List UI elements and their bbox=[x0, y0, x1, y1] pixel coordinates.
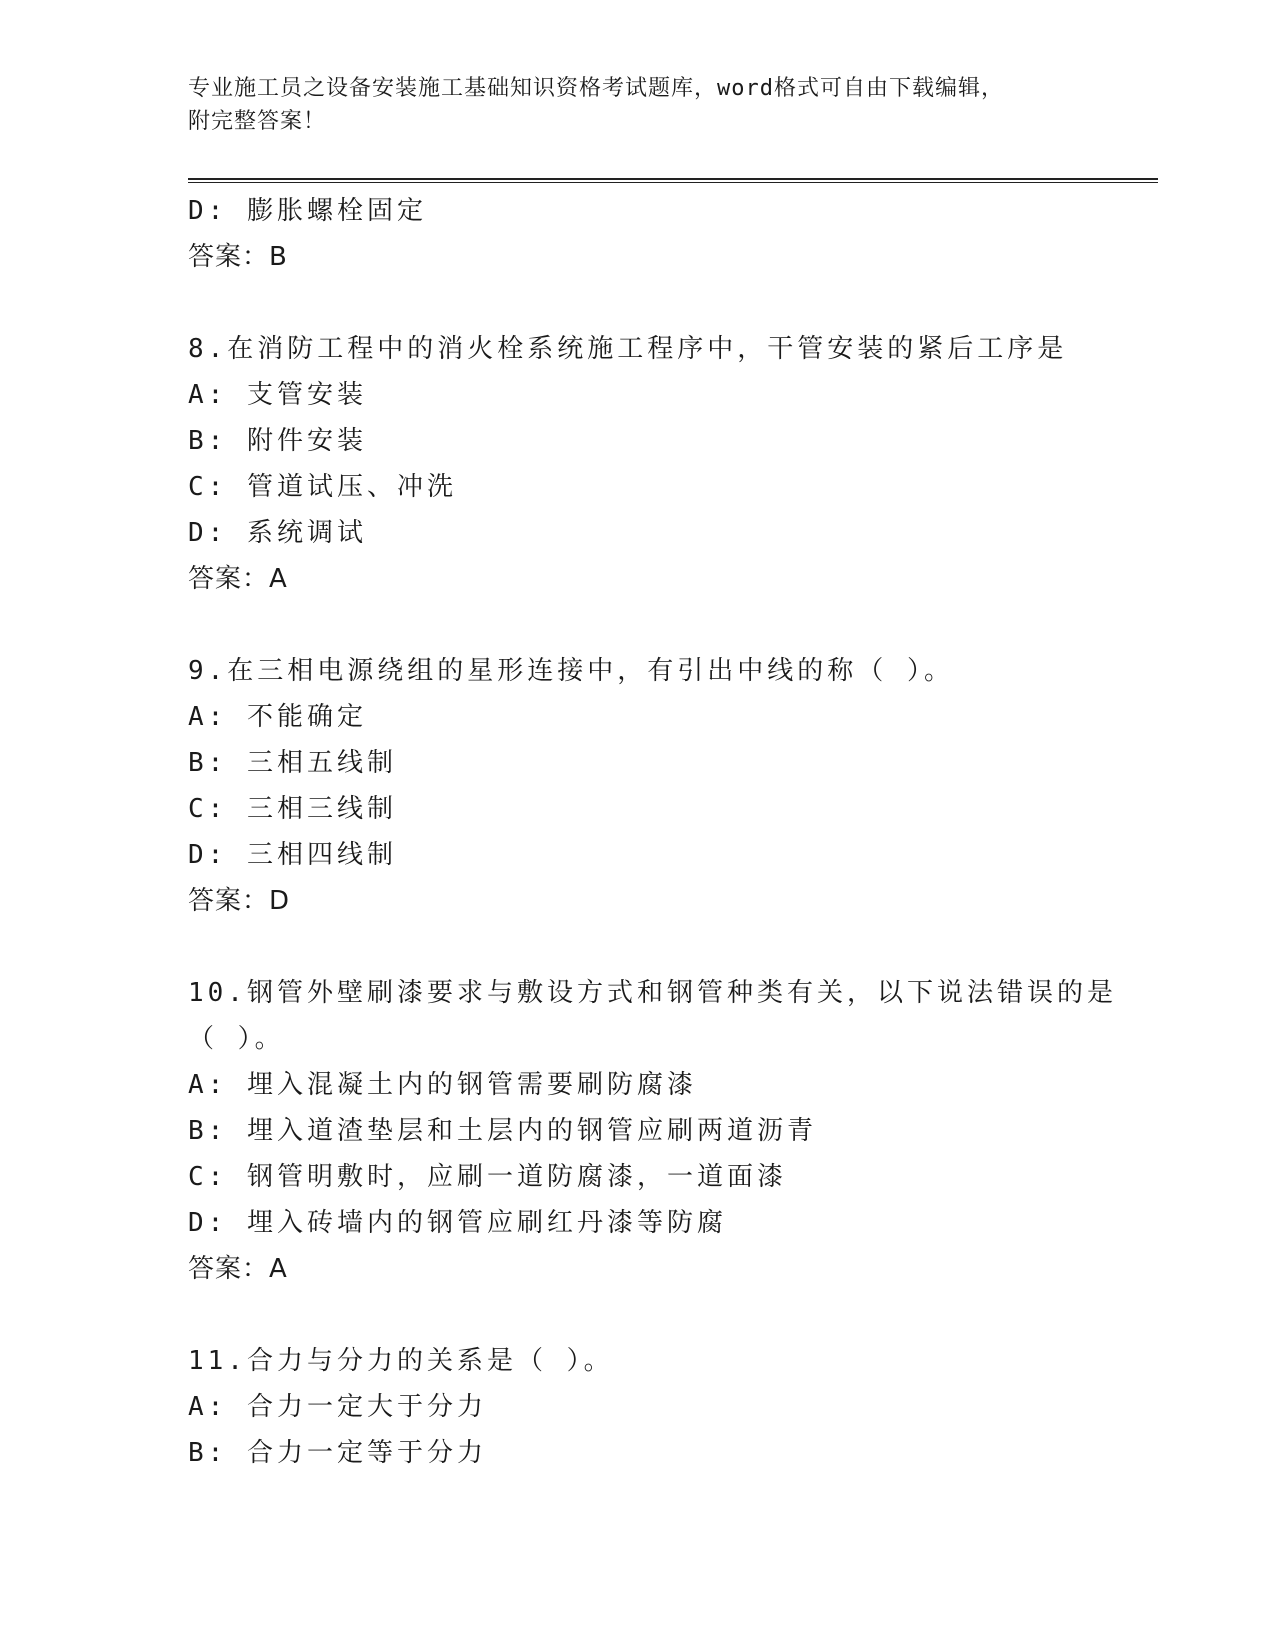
question-text-line2: （ ）。 bbox=[188, 1024, 285, 1054]
spacer bbox=[188, 1292, 1158, 1338]
option-d: D: 三相四线制 bbox=[188, 840, 397, 870]
answer: 答案：A bbox=[188, 1254, 288, 1284]
option-b: B: 合力一定等于分力 bbox=[188, 1438, 487, 1468]
option-d: D: 膨胀螺栓固定 bbox=[188, 196, 427, 226]
header-divider bbox=[188, 178, 1158, 183]
header-title-line2: 附完整答案！ bbox=[188, 109, 327, 134]
option-b: B: 附件安装 bbox=[188, 426, 367, 456]
option-d: D: 埋入砖墙内的钢管应刷红丹漆等防腐 bbox=[188, 1208, 727, 1238]
option-c: C: 管道试压、冲洗 bbox=[188, 472, 457, 502]
answer: 答案：A bbox=[188, 564, 288, 594]
option-a: A: 不能确定 bbox=[188, 702, 367, 732]
option-c: C: 钢管明敷时，应刷一道防腐漆，一道面漆 bbox=[188, 1162, 787, 1192]
option-a: A: 支管安装 bbox=[188, 380, 367, 410]
option-b: B: 三相五线制 bbox=[188, 748, 397, 778]
option-a: A: 埋入混凝土内的钢管需要刷防腐漆 bbox=[188, 1070, 697, 1100]
option-c: C: 三相三线制 bbox=[188, 794, 397, 824]
question-text: 8.在消防工程中的消火栓系统施工程序中，干管安装的紧后工序是 bbox=[188, 334, 1068, 364]
option-d: D: 系统调试 bbox=[188, 518, 367, 548]
option-b: B: 埋入道渣垫层和土层内的钢管应刷两道沥青 bbox=[188, 1116, 817, 1146]
document-body bbox=[188, 188, 1158, 1476]
question-8 bbox=[188, 326, 1158, 602]
spacer bbox=[188, 280, 1158, 326]
answer: 答案：B bbox=[188, 242, 288, 272]
question-7 bbox=[188, 188, 1158, 280]
question-11 bbox=[188, 1338, 1158, 1476]
question-text-line1: 10.钢管外壁刷漆要求与敷设方式和钢管种类有关，以下说法错误的是 bbox=[188, 978, 1117, 1008]
question-9 bbox=[188, 648, 1158, 924]
spacer bbox=[188, 602, 1158, 648]
option-a: A: 合力一定大于分力 bbox=[188, 1392, 487, 1422]
header-title-line1: 专业施工员之设备安装施工基础知识资格考试题库，word格式可自由下载编辑， bbox=[188, 76, 1004, 101]
spacer bbox=[188, 924, 1158, 970]
question-text: 9.在三相电源绕组的星形连接中，有引出中线的称（ ）。 bbox=[188, 656, 954, 686]
document-header bbox=[188, 72, 1088, 138]
question-10 bbox=[188, 970, 1158, 1292]
question-text: 11.合力与分力的关系是（ ）。 bbox=[188, 1346, 614, 1376]
answer: 答案：D bbox=[188, 886, 291, 916]
